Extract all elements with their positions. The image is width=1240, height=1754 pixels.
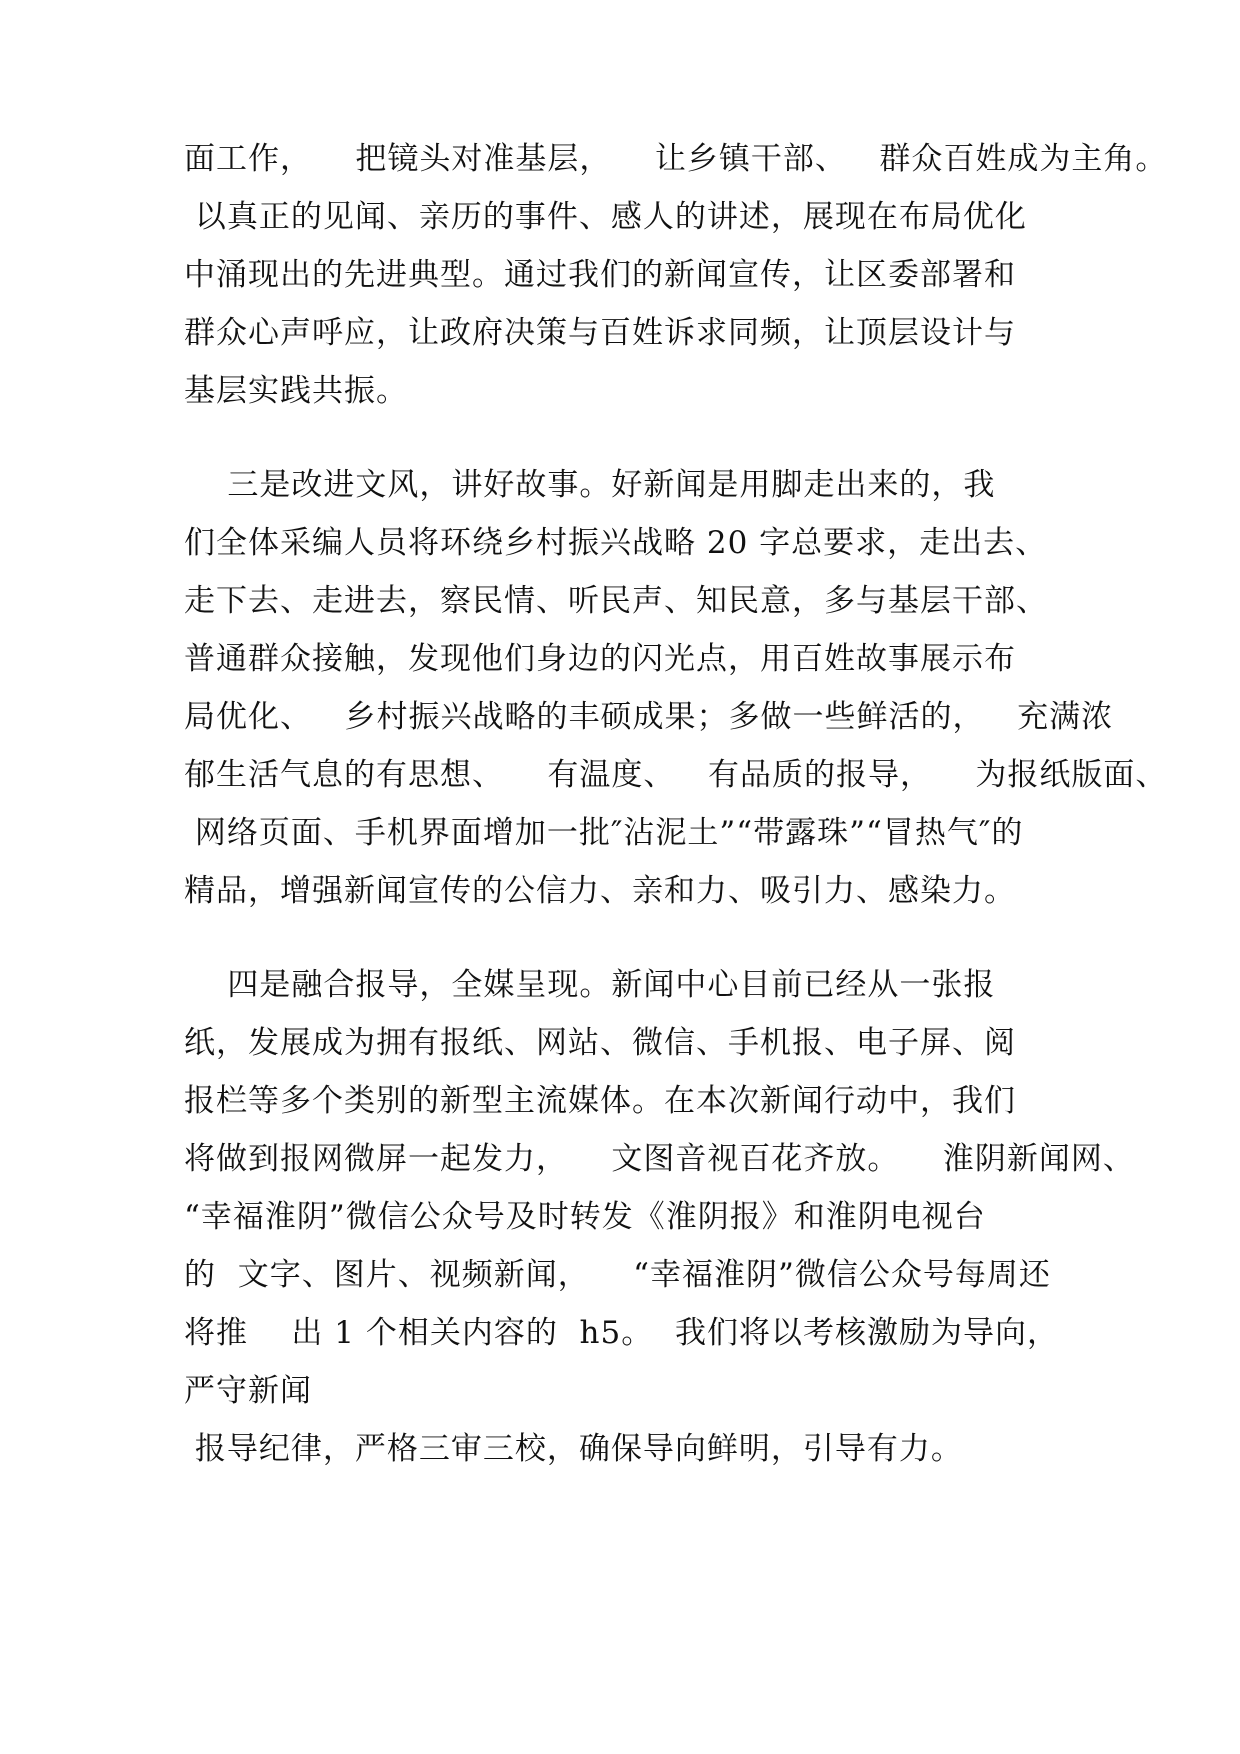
text-line: 纸，发展成为拥有报纸、网站、微信、手机报、电子屏、阅	[184, 1025, 1016, 1061]
text-line: 以真正的见闻、亲历的事件、感人的讲述，展现在布局优化	[184, 199, 1027, 235]
text-line: 报栏等多个类别的新型主流媒体。在本次新闻行动中，我们	[184, 1083, 1016, 1119]
text-line: 将推 出 1 个相关内容的 h5。 我们将以考核激励为导向，	[184, 1315, 1059, 1351]
text-line: 严守新闻	[184, 1373, 312, 1409]
text-line: 报导纪律，严格三审三校，确保导向鲜明，引导有力。	[184, 1431, 963, 1467]
text-line: 群众心声呼应，让政府决策与百姓诉求同频，让顶层设计与	[184, 315, 1016, 351]
text-line: 中涌现出的先进典型。通过我们的新闻宣传，让区委部署和	[184, 257, 1016, 293]
text-line: 走下去、走进去，察民情、听民声、知民意，多与基层干部、	[184, 583, 1048, 619]
text-line: 面工作， 把镜头对准基层， 让乡镇干部、 群众百姓成为主角。	[184, 141, 1168, 177]
text-line: 的 文字、图片、视频新闻， “幸福淮阴”微信公众号每周还	[184, 1257, 1051, 1293]
text-line: “幸福淮阴”微信公众号及时转发《淮阴报》和淮阴电视台	[184, 1199, 986, 1235]
text-line: 基层实践共振。	[184, 373, 408, 409]
text-line: 将做到报网微屏一起发力， 文图音视百花齐放。 淮阴新闻网、	[184, 1141, 1135, 1177]
text-line: 三是改进文风，讲好故事。好新闻是用脚走出来的，我	[184, 467, 996, 503]
text-line: 网络页面、手机界面增加一批″沾泥土”“带露珠”“冒热气″的	[184, 815, 1024, 851]
text-line: 局优化、 乡村振兴战略的丰硕成果；多做一些鲜活的， 充满浓	[184, 699, 1114, 735]
text-line: 精品，增强新闻宣传的公信力、亲和力、吸引力、感染力。	[184, 873, 1016, 909]
text-line: 普通群众接触，发现他们身边的闪光点，用百姓故事展示布	[184, 641, 1016, 677]
text-line: 四是融合报导，全媒呈现。新闻中心目前已经从一张报	[184, 967, 996, 1003]
text-line: 郁生活气息的有思想、 有温度、 有品质的报导， 为报纸版面、	[184, 757, 1168, 793]
text-line: 们全体采编人员将环绕乡村振兴战略 20 字总要求，走出去、	[184, 525, 1048, 561]
